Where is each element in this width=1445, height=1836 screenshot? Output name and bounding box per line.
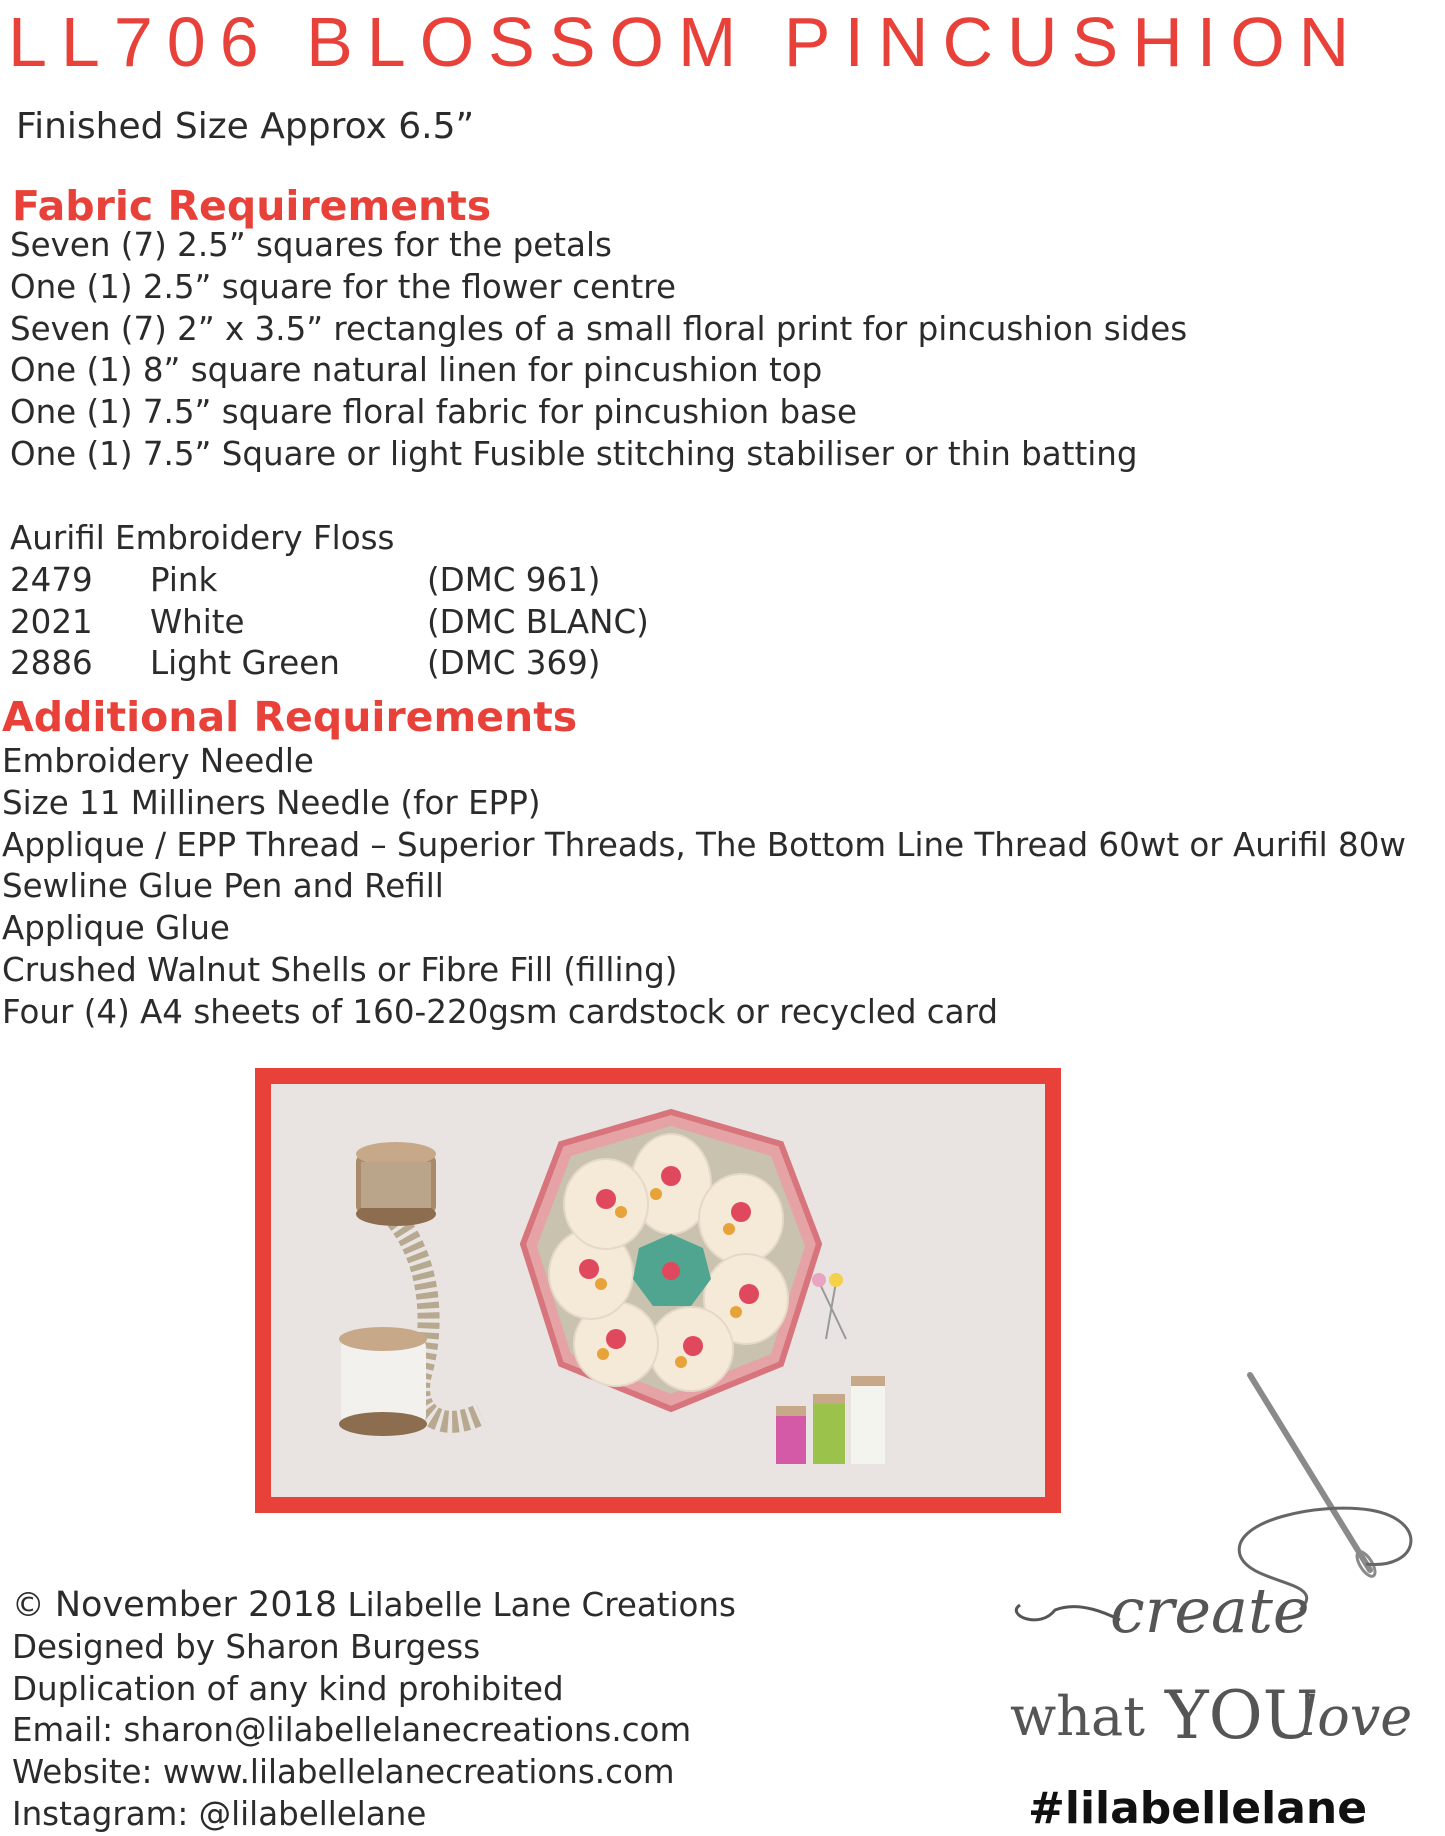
fabric-requirements-list (10, 225, 1187, 476)
copyright-owner: Lilabelle Lane Creations (347, 1586, 736, 1624)
duplication-notice: Duplication of any kind prohibited (12, 1669, 564, 1708)
table-row (10, 560, 649, 602)
thread-swirl (1016, 1605, 1120, 1620)
finished-size: Finished Size Approx 6.5” (16, 106, 475, 147)
logo-what-text: what (1010, 1685, 1145, 1748)
list-item: Applique Glue (2, 909, 230, 948)
copyright-line (12, 1585, 736, 1627)
list-item: One (1) 8” square natural linen for pincushion top (10, 351, 823, 390)
list-item: One (1) 7.5” square floral fabric for pincushion base (10, 393, 857, 432)
list-item: Seven (7) 2” x 3.5” rectangles of a small floral print for pincushion sides (10, 309, 1188, 348)
logo-you-text: YOU (1165, 1677, 1319, 1754)
logo-create-text: create (1110, 1574, 1310, 1647)
create-logo (1000, 1370, 1440, 1780)
additional-requirements-heading: Additional Requirements (2, 693, 578, 741)
list-item: Seven (7) 2.5” squares for the petals (10, 226, 612, 264)
floss-heading: Aurifil Embroidery Floss (10, 519, 395, 557)
floss-code: 2886 (10, 644, 93, 683)
pincushion-photo (271, 1084, 1045, 1497)
list-item: Crushed Walnut Shells or Fibre Fill (filling) (2, 950, 678, 989)
additional-requirements-list (2, 741, 1406, 1034)
email-line: Email: sharon@lilabellelanecreations.com (12, 1711, 692, 1750)
designer-line: Designed by Sharon Burgess (12, 1627, 481, 1666)
floss-code: 2479 (10, 560, 93, 599)
list-item: Applique / EPP Thread – Superior Threads, The Bottom Line Thread 60wt or Aurifil 80w (2, 825, 1406, 864)
embroidery-floss-section (10, 518, 649, 685)
floss-color: Pink (150, 560, 218, 599)
logo-love-text: love (1300, 1685, 1413, 1748)
floss-code: 2021 (10, 602, 93, 641)
hashtag: #lilabellelane (1028, 1783, 1368, 1834)
table-row (10, 643, 649, 685)
fabric-requirements-heading: Fabric Requirements (12, 182, 492, 230)
fabric-requirements-section (12, 183, 491, 229)
copyright-date: November 2018 (54, 1585, 338, 1625)
table-row (10, 602, 649, 644)
list-item: One (1) 7.5” Square or light Fusible stitching stabiliser or thin batting (10, 434, 1138, 473)
website-line: Website: www.lilabellelanecreations.com (12, 1753, 675, 1792)
list-item: One (1) 2.5” square for the flower centre (10, 267, 676, 306)
instagram-line: Instagram: @lilabellelane (12, 1794, 427, 1833)
floss-color: Light Green (150, 644, 340, 683)
copyright-symbol: © (12, 1586, 45, 1624)
floss-dmc: (DMC BLANC) (427, 602, 649, 641)
pattern-title: LL706 BLOSSOM PINCUSHION (8, 3, 1364, 81)
product-photo-frame (255, 1068, 1061, 1513)
footer-credits (12, 1585, 736, 1836)
list-item: Sewline Glue Pen and Refill (2, 867, 444, 906)
list-item: Embroidery Needle (2, 742, 314, 780)
list-item: Four (4) A4 sheets of 160-220gsm cardstock or recycled card (2, 992, 999, 1031)
list-item: Size 11 Milliners Needle (for EPP) (2, 783, 541, 822)
floss-table (10, 560, 649, 685)
floss-color: White (150, 602, 245, 641)
floss-dmc: (DMC 961) (427, 560, 601, 599)
floss-dmc: (DMC 369) (427, 644, 601, 683)
